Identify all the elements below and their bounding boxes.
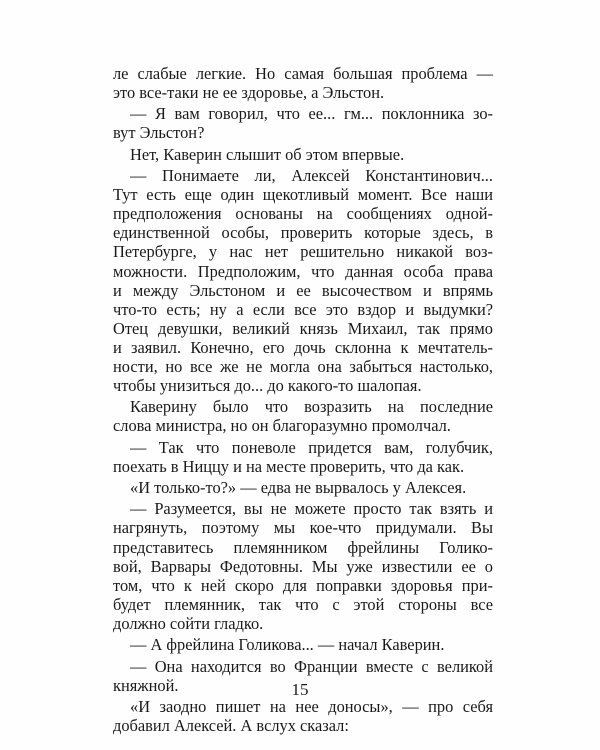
text-line: — А фрейлина Голикова... — начал Каверин. (130, 635, 445, 655)
text-line: поехать в Ниццу и на месте проверить, что да как. (113, 456, 465, 476)
text-line: Тут есть еще один щекотливый момент. Все наши (113, 185, 493, 205)
text-line: должно сойти гладко. (113, 613, 264, 633)
text-line: и между Эльстоном и ее высочеством и впрямь (113, 280, 493, 300)
text-line: ности, но все же не могла она забыться настолько, (113, 356, 493, 376)
text-line: Петербурге, у нас нет решительно никакой воз- (113, 242, 493, 262)
text-line: — Я вам говорил, что ее... гм... поклонника зо- (130, 104, 493, 124)
text-line: нагрянуть, поэтому мы кое-что придумали. Вы (113, 518, 493, 538)
text-line: — Понимаете ли, Алексей Константинович... (130, 166, 493, 186)
text-line: единственной особы, проверить которые здесь, в (113, 223, 493, 243)
text-line: — Так что поневоле придется вам, голубчик, (130, 437, 493, 457)
text-line: — Она находится во Франции вместе с великой (130, 656, 493, 676)
text-line: будет племянник, так что с этой стороны все (113, 594, 493, 614)
text-line: добавил Алексей. А вслух сказал: (113, 715, 349, 735)
text-line: это все-таки не ее здоровье, а Эльстон. (113, 83, 385, 103)
text-line: вой, Варвары Федотовны. Мы уже известили ее о (113, 556, 493, 576)
text-line: чтобы унизиться до... до какого-то шалопая. (113, 376, 422, 396)
text-line: вут Эльстон? (113, 123, 205, 143)
text-line: «И только-то?» — едва не вырвалось у Алексея. (130, 478, 467, 498)
text-line: Каверину было что возразить на последние (130, 397, 493, 417)
page-number: 15 (291, 680, 309, 699)
text-line: княжной. (113, 675, 179, 695)
text-line: — Разумеется, вы не можете просто так взять и (130, 499, 493, 519)
text-line: «И заодно пишет на нее доносы», — про себя (130, 696, 493, 716)
text-line: представитесь племянником фрейлины Голико- (113, 537, 493, 557)
text-line: том, что к ней скоро для поправки здоровья при- (113, 575, 493, 595)
text-line: слова министра, но он благоразумно промолчал. (113, 416, 451, 436)
body-text (113, 64, 493, 735)
text-line: предположения основаны на сообщениях одной- (113, 204, 493, 224)
text-line: и заявил. Конечно, его дочь склонна к мечтатель- (113, 337, 493, 357)
text-line: Отец девушки, великий князь Михаил, так прямо (113, 318, 493, 338)
text-line: можности. Предположим, что данная особа права (113, 261, 493, 281)
text-line: что-то есть; ну а если все это вздор и выдумки? (113, 299, 493, 319)
text-line: Нет, Каверин слышит об этом впервые. (130, 144, 405, 164)
text-line: ле слабые легкие. Но самая большая проблема — (113, 64, 493, 83)
